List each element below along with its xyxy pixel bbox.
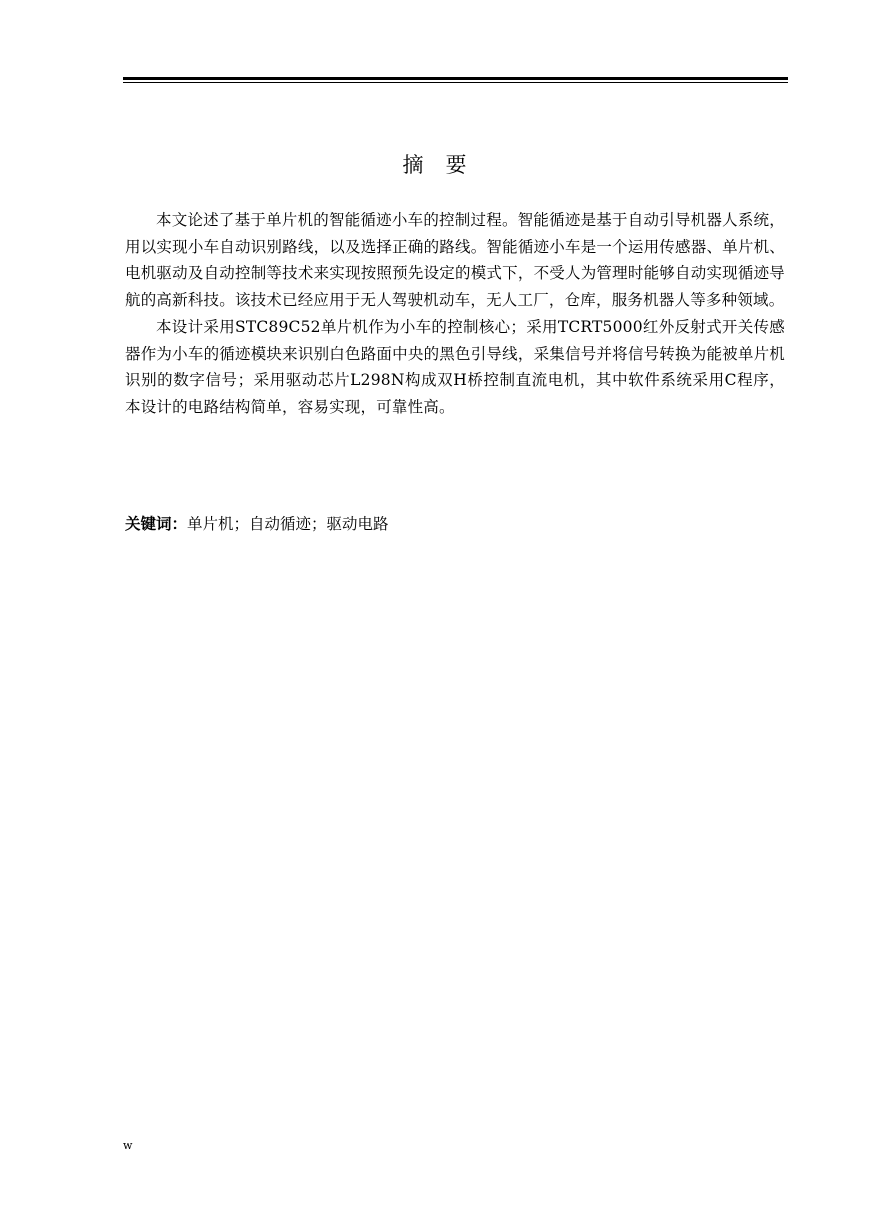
keywords-text: 单片机；自动循迹；驱动电路 [187,515,389,533]
abstract-body [125,207,785,421]
abstract-paragraph-2: 本设计采用STC89C52单片机作为小车的控制核心；采用TCRT5000红外反射式开关传感器作为小车的循迹模块来识别白色路面中央的黑色引导线，采集信号并将信号转换为能被单片机识别的数字信号；采用驱动芯片L298N构成双H桥控制直流电机，其中软件系统采用C程序，本设计的电路结构简单，容易实现，可靠性高。 [125,317,785,416]
header-rule-thin [123,82,788,83]
keywords-label: 关键词： [125,515,188,533]
header-rule-thick [123,77,788,80]
page-title: 摘要 [402,153,489,177]
footer-mark: w [123,1139,133,1152]
keywords-line [125,511,785,537]
abstract-paragraph-1: 本文论述了基于单片机的智能循迹小车的控制过程。智能循迹是基于自动引导机器人系统，用以实现小车自动识别路线，以及选择正确的路线。智能循迹小车是一个运用传感器、单片机、电机驱动及自动控制等技术来实现按照预先设定的模式下，不受人为管理时能够自动实现循迹导航的高新科技。该技术已经应用于无人驾驶机动车，无人工厂，仓库，服务机器人等多种领域。 [125,211,785,310]
